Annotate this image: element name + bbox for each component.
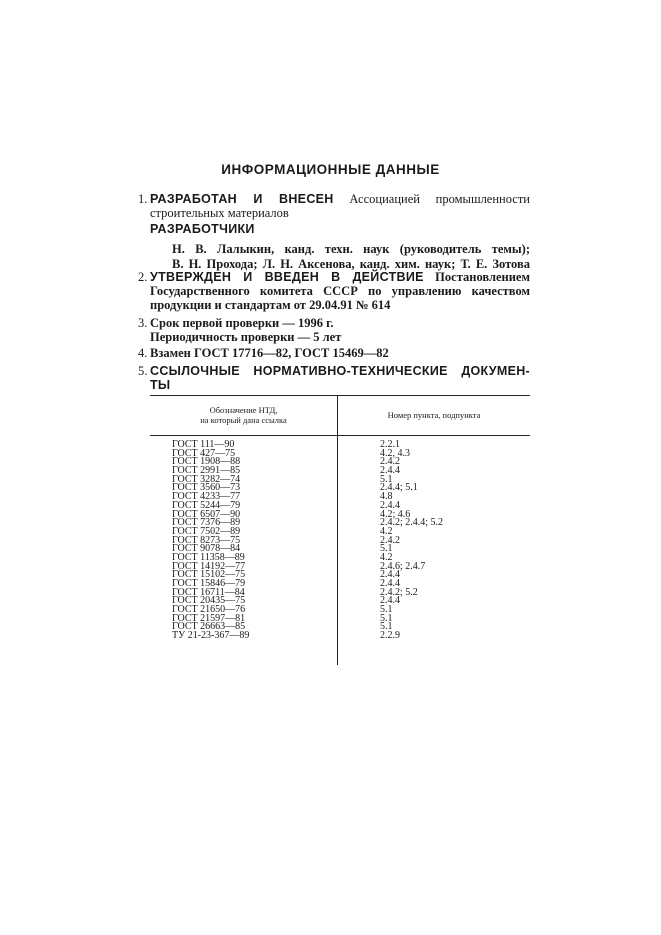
table-cell-doc: ГОСТ 9078—84: [172, 543, 241, 555]
table-cell-doc: ГОСТ 1908—88: [172, 456, 241, 468]
references-table: [150, 395, 530, 665]
table-cell-clause: 2.2.1: [380, 439, 400, 450]
table-cell-doc: ГОСТ 11358—89: [172, 551, 245, 563]
developers-list: [172, 242, 530, 272]
item-text: Постановлением: [435, 270, 530, 284]
table-cell-clause: 2.4.4: [380, 499, 400, 511]
table-cell-clause: 2.4.2; 2.4.4; 5.2: [380, 517, 444, 529]
table-cell-doc: ГОСТ 16711—84: [172, 586, 245, 598]
item-line: [150, 192, 530, 206]
table-cell-doc: ГОСТ 7376—89: [172, 517, 241, 529]
table-cell-clause: 4.2, 4.3: [380, 447, 410, 459]
table-cell-clause: 2.2.9: [380, 630, 400, 642]
table-cell-doc: ГОСТ 26663—85: [172, 621, 246, 633]
table-cell-clause: 2.4.2; 5.2: [380, 586, 418, 598]
info-item-3: [138, 316, 530, 344]
page-title: ИНФОРМАЦИОННЫЕ ДАННЫЕ: [221, 162, 440, 177]
developers-line-2: В. Н. Прохода; Л. Н. Аксенова, канд. хим. наук; Т. Е. Зотова: [172, 257, 530, 271]
info-item-2: [138, 270, 530, 312]
table-cell-doc: ГОСТ 2991—85: [172, 465, 241, 477]
item-line: [150, 270, 530, 284]
table-cell-clause: 2.4.4: [380, 578, 400, 589]
item-title: РАЗРАБОТАН И ВНЕСЕН: [150, 192, 334, 206]
item-line: ТЫ: [150, 378, 171, 392]
table-top-rule: [150, 395, 530, 396]
item-line: продукции и стандартам от 29.04.91 № 614: [150, 298, 391, 312]
table-header-document: [150, 405, 337, 425]
table-cell-clause: 4.2; 4.6: [380, 508, 411, 520]
table-cell-clause: 5.1: [380, 543, 393, 555]
item-number: 4.: [138, 346, 148, 360]
header-line: Обозначение НТД,: [209, 405, 278, 415]
table-cell-doc: ГОСТ 15102—75: [172, 569, 246, 581]
developers-heading: РАЗРАБОТЧИКИ: [150, 222, 255, 236]
item-number: 2.: [138, 270, 148, 284]
table-column-clauses: [380, 441, 443, 641]
item-number: 3.: [138, 316, 148, 330]
item-line: Срок первой проверки — 1996 г.: [150, 316, 334, 330]
info-item-4: [138, 346, 530, 360]
table-cell-doc: ГОСТ 3282—74: [172, 473, 241, 485]
table-cell-doc: ГОСТ 111—90: [172, 439, 235, 450]
table-cell-clause: 2.4.6; 2.4.7: [380, 560, 426, 572]
developers-line-1: Н. В. Лалыкин, канд. техн. наук (руководитель темы);: [172, 242, 530, 256]
table-cell-doc: ТУ 21-23-367—89: [172, 630, 250, 642]
table-cell-clause: 2.4.2: [380, 456, 400, 468]
table-cell-clause: 5.1: [380, 612, 393, 624]
table-cell-clause: 4.2: [380, 551, 393, 563]
item-line: Государственного комитета СССР по управлению качеством: [150, 284, 530, 298]
item-text: Ассоциацией промышленности: [349, 192, 530, 206]
table-cell-clause: 4.2: [380, 525, 393, 537]
table-cell-doc: ГОСТ 21650—76: [172, 604, 246, 616]
table-cell-clause: 4.8: [380, 491, 393, 503]
table-cell-doc: ГОСТ 14192—77: [172, 560, 246, 572]
item-line: Взамен ГОСТ 17716—82, ГОСТ 15469—82: [150, 346, 389, 360]
item-line: Периодичность проверки — 5 лет: [150, 330, 342, 344]
table-cell-clause: 2.4.4; 5.1: [380, 482, 418, 494]
table-header-clause: Номер пункта, подпункта: [387, 410, 481, 420]
table-cell-doc: ГОСТ 4233—77: [172, 491, 241, 503]
table-cell-clause: 5.1: [380, 473, 393, 485]
item-number: 1.: [138, 192, 148, 206]
table-cell-clause: 5.1: [380, 604, 393, 616]
table-column-documents: [172, 441, 249, 641]
table-cell-doc: ГОСТ 20435—75: [172, 595, 246, 607]
header-line: на который дана ссылка: [200, 415, 287, 425]
item-title: УТВЕРЖДЕН И ВВЕДЕН В ДЕЙСТВИЕ: [150, 270, 424, 284]
table-header-rule: [150, 435, 530, 436]
item-line: ССЫЛОЧНЫЕ НОРМАТИВНО-ТЕХНИЧЕСКИЕ ДОКУМЕН-: [150, 364, 530, 378]
table-cell-doc: ГОСТ 7502—89: [172, 525, 241, 537]
table-cell-doc: ГОСТ 6507—90: [172, 508, 241, 520]
item-line: строительных материалов: [150, 206, 289, 220]
table-cell-doc: ГОСТ 8273—75: [172, 534, 241, 546]
table-cell-doc: ГОСТ 15846—79: [172, 578, 246, 589]
table-cell-doc: ГОСТ 3560—73: [172, 482, 241, 494]
table-cell-clause: 2.4.4: [380, 595, 400, 607]
item-number: 5.: [138, 364, 148, 378]
table-column-divider: [337, 395, 338, 665]
table-cell-doc: ГОСТ 5244—79: [172, 499, 241, 511]
table-cell-doc: ГОСТ 21597—81: [172, 612, 246, 624]
table-cell-clause: 2.4.4: [380, 569, 400, 581]
info-item-5: [138, 364, 530, 392]
table-cell-doc: ГОСТ 427—75: [172, 447, 236, 459]
info-item-1: [138, 192, 530, 220]
table-cell-clause: 5.1: [380, 621, 393, 633]
table-cell-clause: 2.4.2: [380, 534, 400, 546]
table-cell-clause: 2.4.4: [380, 465, 400, 477]
